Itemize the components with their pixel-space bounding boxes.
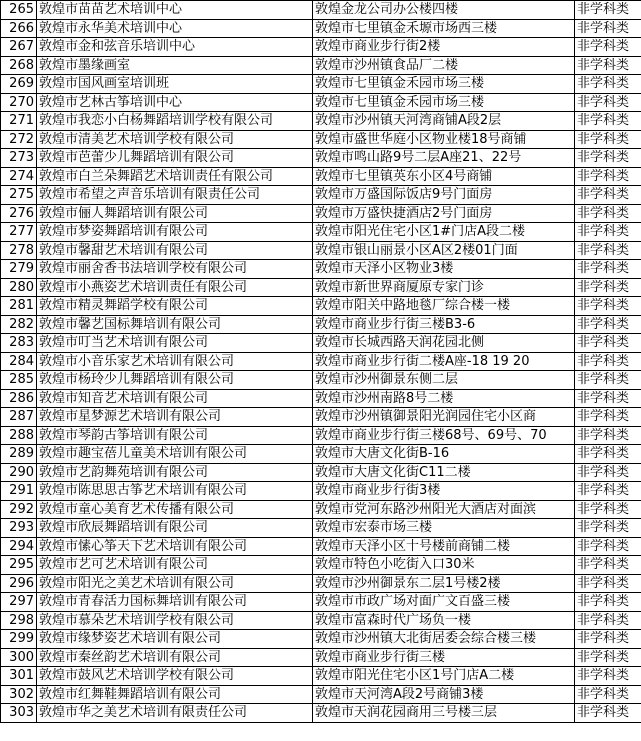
institution-address: 敦煌市七里镇英东小区4号商铺 xyxy=(313,167,575,186)
institution-name: 敦煌市秦丝韵艺术培训有限公司 xyxy=(37,648,313,667)
table-row xyxy=(1,315,641,334)
institution-name: 敦煌市馨甜艺术培训有限公司 xyxy=(37,241,313,260)
row-number: 296 xyxy=(1,574,37,593)
institution-type: 非学科类 xyxy=(575,1,641,20)
row-number: 276 xyxy=(1,204,37,223)
institution-name: 敦煌市陈思思古筝艺术培训有限公司 xyxy=(37,482,313,501)
row-number: 293 xyxy=(1,519,37,538)
row-number: 280 xyxy=(1,278,37,297)
institution-address: 敦煌市党河东路沙州阳光大酒店对面滨 xyxy=(313,500,575,519)
table-row xyxy=(1,630,641,649)
table-row xyxy=(1,278,641,297)
row-number: 298 xyxy=(1,611,37,630)
table-row xyxy=(1,260,641,279)
row-number: 281 xyxy=(1,297,37,316)
row-number: 302 xyxy=(1,685,37,704)
institution-address: 敦煌市七里镇金禾园市场三楼 xyxy=(313,93,575,112)
institution-address: 敦煌市鸣山路9号二层A座21、22号 xyxy=(313,149,575,168)
row-number: 271 xyxy=(1,112,37,131)
institution-name: 敦煌市星梦源艺术培训有限公司 xyxy=(37,408,313,427)
institution-name: 敦煌市丽舍香书法培训学校有限公司 xyxy=(37,260,313,279)
institution-type: 非学科类 xyxy=(575,482,641,501)
table-row xyxy=(1,648,641,667)
row-number: 268 xyxy=(1,56,37,75)
institution-type: 非学科类 xyxy=(575,371,641,390)
institution-address: 敦煌市天润花园商用三号楼三层 xyxy=(313,704,575,723)
institution-type: 非学科类 xyxy=(575,685,641,704)
table-row xyxy=(1,352,641,371)
institution-name: 敦煌市梦姿舞蹈培训有限公司 xyxy=(37,223,313,242)
institution-type: 非学科类 xyxy=(575,149,641,168)
table-row xyxy=(1,186,641,205)
institution-type: 非学科类 xyxy=(575,389,641,408)
table-row xyxy=(1,463,641,482)
table-row xyxy=(1,167,641,186)
institution-type: 非学科类 xyxy=(575,204,641,223)
row-number: 288 xyxy=(1,426,37,445)
institution-type: 非学科类 xyxy=(575,519,641,538)
institution-name: 敦煌市缘梦姿艺术培训有限公司 xyxy=(37,630,313,649)
table-row xyxy=(1,482,641,501)
institution-address: 敦煌市万盛快捷酒店2号门面房 xyxy=(313,204,575,223)
row-number: 297 xyxy=(1,593,37,612)
institution-address: 敦煌市宏泰市场三楼 xyxy=(313,519,575,538)
table-row xyxy=(1,500,641,519)
institution-address: 敦煌市天泽小区物业3楼 xyxy=(313,260,575,279)
institution-name: 敦煌市苗苗艺术培训中心 xyxy=(37,1,313,20)
row-number: 295 xyxy=(1,556,37,575)
table-row xyxy=(1,1,641,20)
table-row xyxy=(1,685,641,704)
institution-name: 敦煌市墨缘画室 xyxy=(37,56,313,75)
institution-address: 敦煌市七里镇金禾塬市场西三楼 xyxy=(313,19,575,38)
institution-address: 敦煌金龙公司办公楼四楼 xyxy=(313,1,575,20)
institution-name: 敦煌市叮当艺术培训有限公司 xyxy=(37,334,313,353)
row-number: 275 xyxy=(1,186,37,205)
institution-address: 敦煌市商业步行街三楼 xyxy=(313,648,575,667)
institution-type: 非学科类 xyxy=(575,334,641,353)
institution-type: 非学科类 xyxy=(575,630,641,649)
row-number: 273 xyxy=(1,149,37,168)
institution-name: 敦煌市精灵舞蹈学校有限公司 xyxy=(37,297,313,316)
institution-address: 敦煌市商业步行街2楼 xyxy=(313,38,575,57)
table-row xyxy=(1,241,641,260)
institution-address: 敦煌市银山丽景小区A区2楼01门面 xyxy=(313,241,575,260)
institution-name: 敦煌市白兰朵舞蹈艺术培训责任有限公司 xyxy=(37,167,313,186)
institution-type: 非学科类 xyxy=(575,297,641,316)
institution-type: 非学科类 xyxy=(575,315,641,334)
institution-type: 非学科类 xyxy=(575,223,641,242)
row-number: 300 xyxy=(1,648,37,667)
row-number: 269 xyxy=(1,75,37,94)
institution-type: 非学科类 xyxy=(575,648,641,667)
institution-type: 非学科类 xyxy=(575,408,641,427)
institution-type: 非学科类 xyxy=(575,112,641,131)
institution-address: 敦煌市长城西路天润花园北侧 xyxy=(313,334,575,353)
institution-type: 非学科类 xyxy=(575,667,641,686)
table-row xyxy=(1,519,641,538)
table-row xyxy=(1,537,641,556)
institution-address: 敦煌市阳关中路地毯厂综合楼一楼 xyxy=(313,297,575,316)
institution-type: 非学科类 xyxy=(575,352,641,371)
institution-name: 敦煌市欣辰舞蹈培训有限公司 xyxy=(37,519,313,538)
table-row xyxy=(1,574,641,593)
table-row xyxy=(1,371,641,390)
institution-name: 敦煌市艺可艺术培训有限公司 xyxy=(37,556,313,575)
table-row xyxy=(1,75,641,94)
table-row xyxy=(1,334,641,353)
institution-name: 敦煌市永华美术培训中心 xyxy=(37,19,313,38)
table-row xyxy=(1,130,641,149)
table-row xyxy=(1,426,641,445)
row-number: 274 xyxy=(1,167,37,186)
row-number: 267 xyxy=(1,38,37,57)
institution-address: 敦煌市沙州镇御景阳光润园住宅小区商 xyxy=(313,408,575,427)
table-row xyxy=(1,611,641,630)
institution-address: 敦煌市沙州镇食品厂二楼 xyxy=(313,56,575,75)
institution-address: 敦煌市商业步行街三楼68号、69号、70 xyxy=(313,426,575,445)
table-row xyxy=(1,408,641,427)
institution-address: 敦煌市盛世华庭小区物业楼18号商铺 xyxy=(313,130,575,149)
institution-address: 敦煌市万盛国际饭店9号门面房 xyxy=(313,186,575,205)
institution-name: 敦煌市琴韵古筝培训有限公司 xyxy=(37,426,313,445)
institution-name: 敦煌市芭蕾少儿舞蹈培训有限公司 xyxy=(37,149,313,168)
institution-name: 敦煌市知音艺术培训有限公司 xyxy=(37,389,313,408)
row-number: 299 xyxy=(1,630,37,649)
institution-type: 非学科类 xyxy=(575,130,641,149)
institution-name: 敦煌市艺韵舞苑培训有限公司 xyxy=(37,463,313,482)
row-number: 272 xyxy=(1,130,37,149)
table-row xyxy=(1,19,641,38)
institution-type: 非学科类 xyxy=(575,93,641,112)
institution-address: 敦煌市特色小吃街入口30米 xyxy=(313,556,575,575)
table-row xyxy=(1,204,641,223)
row-number: 291 xyxy=(1,482,37,501)
institution-address: 敦煌市商业步行街3楼 xyxy=(313,482,575,501)
institution-address: 敦煌市七里镇金禾园市场三楼 xyxy=(313,75,575,94)
table-row xyxy=(1,297,641,316)
institution-name: 敦煌市青春活力国标舞培训有限公司 xyxy=(37,593,313,612)
row-number: 279 xyxy=(1,260,37,279)
table-row xyxy=(1,389,641,408)
institution-type: 非学科类 xyxy=(575,704,641,723)
institution-address: 敦煌市天泽小区十号楼前商铺二楼 xyxy=(313,537,575,556)
institution-name: 敦煌市希望之声音乐培训有限责任公司 xyxy=(37,186,313,205)
institution-address: 敦煌市沙州镇大北街居委会综合楼三楼 xyxy=(313,630,575,649)
institution-name: 敦煌市杨玲少儿舞蹈培训有限公司 xyxy=(37,371,313,390)
institution-address: 敦煌市沙州御景东侧二层 xyxy=(313,371,575,390)
institution-address: 敦煌市大唐文化街C11二楼 xyxy=(313,463,575,482)
table-row xyxy=(1,556,641,575)
table-row xyxy=(1,223,641,242)
institution-address: 敦煌市商业步行街二楼A座-18 19 20 xyxy=(313,352,575,371)
institution-type: 非学科类 xyxy=(575,445,641,464)
institution-type: 非学科类 xyxy=(575,167,641,186)
institution-address: 敦煌市沙州御景东二层1号楼2楼 xyxy=(313,574,575,593)
institution-name: 敦煌市清美艺术培训学校有限公司 xyxy=(37,130,313,149)
row-number: 290 xyxy=(1,463,37,482)
row-number: 278 xyxy=(1,241,37,260)
institution-name: 敦煌市我恋小白杨舞蹈培训学校有限公司 xyxy=(37,112,313,131)
row-number: 289 xyxy=(1,445,37,464)
institution-address: 敦煌市新世界商厦原专家门诊 xyxy=(313,278,575,297)
institution-name: 敦煌市鼓风艺术培训学校有限公司 xyxy=(37,667,313,686)
institution-address: 敦煌市沙州南路8号二楼 xyxy=(313,389,575,408)
institution-type: 非学科类 xyxy=(575,537,641,556)
institution-address: 敦煌市商业步行街三楼B3-6 xyxy=(313,315,575,334)
row-number: 283 xyxy=(1,334,37,353)
institution-name: 敦煌市红舞鞋舞蹈培训有限公司 xyxy=(37,685,313,704)
institution-name: 敦煌市慕朵艺术培训学校有限公司 xyxy=(37,611,313,630)
institution-type: 非学科类 xyxy=(575,463,641,482)
institution-type: 非学科类 xyxy=(575,260,641,279)
institution-type: 非学科类 xyxy=(575,278,641,297)
row-number: 270 xyxy=(1,93,37,112)
table-row xyxy=(1,593,641,612)
institution-address: 敦煌市天河湾A段2号商铺3楼 xyxy=(313,685,575,704)
institution-type: 非学科类 xyxy=(575,38,641,57)
row-number: 285 xyxy=(1,371,37,390)
row-number: 282 xyxy=(1,315,37,334)
institution-name: 敦煌市阳光之美艺术培训有限公司 xyxy=(37,574,313,593)
institution-type: 非学科类 xyxy=(575,19,641,38)
table-row xyxy=(1,704,641,723)
row-number: 292 xyxy=(1,500,37,519)
institution-address: 敦煌市市政广场对面广文百盛三楼 xyxy=(313,593,575,612)
institution-name: 敦煌市童心美育艺术传播有限公司 xyxy=(37,500,313,519)
table-row xyxy=(1,445,641,464)
institution-name: 敦煌市俪人舞蹈培训有限公司 xyxy=(37,204,313,223)
institution-address: 敦煌市大唐文化街B-16 xyxy=(313,445,575,464)
table-row xyxy=(1,56,641,75)
institution-type: 非学科类 xyxy=(575,186,641,205)
table-row xyxy=(1,667,641,686)
institution-name: 敦煌市国风画室培训班 xyxy=(37,75,313,94)
institution-name: 敦煌市小音乐家艺术培训有限公司 xyxy=(37,352,313,371)
institution-type: 非学科类 xyxy=(575,556,641,575)
institution-address: 敦煌市阳光住宅小区1#门店A段二楼 xyxy=(313,223,575,242)
table-row xyxy=(1,93,641,112)
institution-type: 非学科类 xyxy=(575,426,641,445)
institution-type: 非学科类 xyxy=(575,574,641,593)
institution-name: 敦煌市愫心筝天下艺术培训有限公司 xyxy=(37,537,313,556)
institution-name: 敦煌市馨艺国标舞培训有限公司 xyxy=(37,315,313,334)
row-number: 301 xyxy=(1,667,37,686)
table-row xyxy=(1,38,641,57)
row-number: 266 xyxy=(1,19,37,38)
institution-address: 敦煌市阳光住宅小区1号门店A二楼 xyxy=(313,667,575,686)
institution-type: 非学科类 xyxy=(575,56,641,75)
row-number: 303 xyxy=(1,704,37,723)
institution-name: 敦煌市小燕姿艺术培训责任有限公司 xyxy=(37,278,313,297)
institution-type: 非学科类 xyxy=(575,241,641,260)
institution-type: 非学科类 xyxy=(575,611,641,630)
table-row xyxy=(1,112,641,131)
row-number: 287 xyxy=(1,408,37,427)
row-number: 294 xyxy=(1,537,37,556)
institution-type: 非学科类 xyxy=(575,500,641,519)
row-number: 265 xyxy=(1,1,37,20)
institution-name: 敦煌市趣宝蓓儿童美术培训有限公司 xyxy=(37,445,313,464)
table-row xyxy=(1,149,641,168)
institution-address: 敦煌市沙州镇天河湾商铺A段2层 xyxy=(313,112,575,131)
row-number: 277 xyxy=(1,223,37,242)
institution-name: 敦煌市艺林古筝培训中心 xyxy=(37,93,313,112)
institution-address: 敦煌市富森时代广场负一楼 xyxy=(313,611,575,630)
institution-name: 敦煌市金和弦音乐培训中心 xyxy=(37,38,313,57)
institution-type: 非学科类 xyxy=(575,75,641,94)
row-number: 284 xyxy=(1,352,37,371)
institution-name: 敦煌市华之美艺术培训有限责任公司 xyxy=(37,704,313,723)
institution-type: 非学科类 xyxy=(575,593,641,612)
row-number: 286 xyxy=(1,389,37,408)
